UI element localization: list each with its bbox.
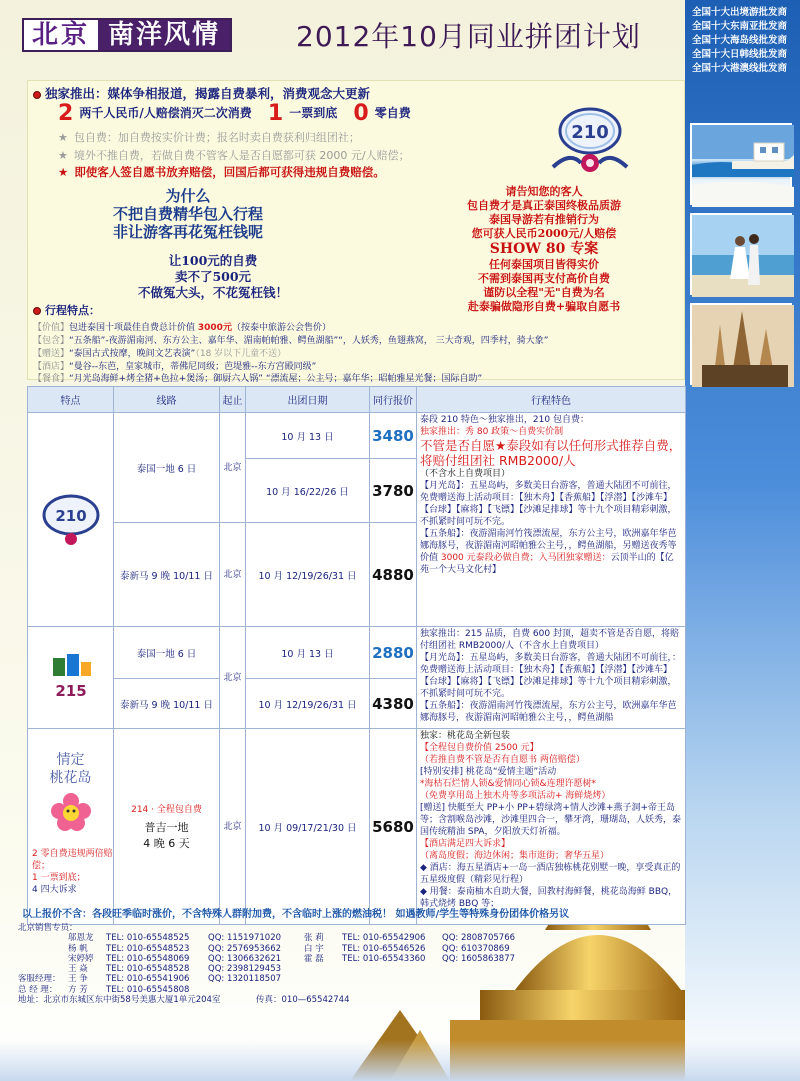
table-header-row <box>28 387 686 413</box>
badge-215-icon <box>45 650 97 702</box>
notes: 2 零自费违规两倍赔偿； 1 一票到底； 4 四大诉求 <box>32 849 113 895</box>
route-cell: 泰新马 9 晚 10/11 日 <box>114 679 220 729</box>
big-number: 0 <box>353 101 369 126</box>
star-icon: ★ <box>58 131 68 144</box>
exclusive-line: 独家推出：媒体争相报道，揭露自费暴利，消费观念大更新 <box>33 84 370 102</box>
page-title: 2012年10月同业拼团计划 <box>296 20 641 53</box>
features-title: 行程特点： <box>33 302 100 318</box>
price-cell: 4880 <box>370 523 417 627</box>
compensation-line: ★ 即使客人签自愿书放弃赔偿，回国后都可获得违规自费赔偿。 <box>58 165 385 179</box>
date-cell: 10 月 09/17/21/30 日 <box>246 729 370 925</box>
bullet-icon <box>33 307 41 315</box>
temple-photo <box>690 303 792 385</box>
route-cell: 泰国一地 6 日 <box>114 627 220 679</box>
date-cell: 10 月 12/19/26/31 日 <box>246 679 370 729</box>
brand-name: 南洋风情 <box>98 20 230 50</box>
itinerary-cell: 独家：桃花岛全新包装 【全程包自费价值 2500 元】 （若推自费不管是否有自愿书 两倍赔偿） [特别安排] 桃花岛“爱情主题”活动 *海枯石烂情人锁&爱情同心锁&连理许愿树* （免费享用岛上独木舟等多项活动+ 海鲜烧烤） [赠送] 快艇至大 PP+小 PP+碧绿湾+情人沙滩+燕子洞+帝王岛等；含割喉岛沙滩，沙滩里四合一，攀牙湾，珊瑚岛，人妖秀，泰国传统精油 SPA，夕阳放天灯祈福。 【酒店满足四大诉求】 （离岛度假；海边休闲；集市逛街；奢华五星） ◆ 酒店：海五星酒店+一岛一酒店独栋桃花别墅一晚，享受真正的五星级度假（精彩见行程） ◆ 用餐：泰南柚木自助大餐，回教村海鲜餐，桃花岛海鲜 BBQ，韩式烧烤 BBQ 等； <box>417 729 686 925</box>
price-note: 以上报价不含：各段旺季临时涨价，不含特殊人群附加费，不含临时上涨的燃油税！ 如遇教师/学生等特殊身份团体价格另议 <box>22 909 570 920</box>
island-title: 桃花岛 <box>49 770 92 786</box>
note-line: ★ 境外不推自费，若做自费不管客人是否自愿都可获 2000 元/人赔偿； <box>58 149 410 162</box>
route-cell: 泰新马 9 晚 10/11 日 <box>114 523 220 627</box>
column-header: 线路 <box>114 387 220 413</box>
departure-cell: 北京 <box>220 729 246 925</box>
flower-icon <box>49 791 93 835</box>
page-header <box>0 0 685 75</box>
couple-photo <box>690 213 792 295</box>
date-cell: 10 月 13 日 <box>246 627 370 679</box>
table-row <box>28 627 686 679</box>
badge-210-icon <box>545 101 635 181</box>
note-line: ★ 包自费：加自费按实价计费；报名时卖自费获利归组团社； <box>58 131 360 144</box>
feature-row: 【赠送】“泰国古式按摩，晚间文艺表演”（18 岁以下儿童不送） <box>33 349 287 359</box>
big-number: 1 <box>267 101 284 126</box>
big-numbers-line: 2 两千人民币/人赔偿消灭二次消费 1 一票到底 0 零自费 <box>58 101 411 126</box>
departure-cell: 北京 <box>220 523 246 627</box>
star-icon: ★ <box>58 165 69 179</box>
bottom-band <box>0 1040 800 1081</box>
price-cell: 3480 <box>370 413 417 459</box>
star-icon: ★ <box>58 149 68 162</box>
table-row <box>28 729 686 925</box>
brand-logo <box>22 18 232 52</box>
price-cell: 5680 <box>370 729 417 925</box>
column-header: 同行报价 <box>370 387 417 413</box>
route-cell: 泰国一地 6 日 <box>114 413 220 523</box>
award-item: 全国十大港澳线批发商 <box>692 63 788 74</box>
badge-210-icon <box>38 489 104 547</box>
table-row <box>28 413 686 459</box>
badge-number: 210 <box>571 122 609 143</box>
promo-box <box>27 80 685 384</box>
award-item: 全国十大海岛线批发商 <box>692 35 788 46</box>
itinerary-cell: 独家推出：215 品质，自费 600 封顶，超卖不管是否自愿，将赔付组团社 RMB2000/人（不含水上自费项目） 【月光岛】：五星岛屿，多数美日台游客，普通大陆团不可前往，：免费赠送海上活动项目：【独木舟】【香蕉船】【浮潜】【沙滩车】【台球】【麻将】【飞镖】【沙滩足排球】等十九个项目精彩刺激，不抓紧时间可玩不完。 【五条船】：夜游湄南河竹筏漂流屋，东方公主号，欧洲嘉年华芭娜海豚号，夜游湄南河昭帕雅公主号，，鳄鱼湖船 <box>417 627 686 729</box>
big-number: 2 <box>58 101 74 126</box>
feature-row: 【价值】包进泰国十项最佳自费总计价值 3000元（按泰中旅游公会售价） <box>33 323 331 333</box>
badge-cell <box>28 413 114 627</box>
award-item: 全国十大东南亚批发商 <box>692 21 788 32</box>
award-sidebar <box>685 0 800 1081</box>
date-cell: 10 月 12/19/26/31 日 <box>246 523 370 627</box>
date-cell: 10 月 13 日 <box>246 413 370 459</box>
flyer-page: 全国十大出境游批发商 全国十大东南亚批发商 全国十大海岛线批发商 全国十大日韩线批发商 全国十大港澳线批发商 北京 南洋风情 2012年10月同业拼团计划 独家推出：媒体争相报道，揭露自费暴利，消费观念大更新 2 两千人民币/人赔偿消灭二次消费 1 一票到底 0 零自费 ★ 包自费：加自费按实价计费；报名时卖自费获利归组团社； ★ 境外不推自费，若做自费不管客人是否自愿都可获 2000 元/人赔偿； ★ 即使客人签自愿书放弃赔偿，回国后都可获得违规自费赔偿。 210 为什么 不把自费精华包入行程 非让游客再花冤枉钱呢 让100元的自费 卖不了500元 不做冤大头，不花冤枉钱！ 请告知您的客人 包自费才是真正泰国终极品质游 泰国导游若有推销行为 您可获人民币2000元/人赔偿 SHOW 80 专案 任何泰国项目皆得实价 不需到泰国再支付高价自费 谨防以全程"无"自费为名 赴泰骗做隐形自费+骗取自愿书 行程特点： 【价值】包进泰国十项最佳自费总计价值 3000元（按泰中旅游公会售价） 【包含】“五条船”-夜游湄南河、东方公主、嘉年华、湄南帕帕雅、鳄鱼湖船”“，人妖秀，鱼翅燕窝， 三大奇观，四季村，骑大象” 【赠送】“泰国古式按摩，晚间文艺表演”（18 岁以下儿童不送） 【酒店】“曼谷--东芭，皇家城市，蒂佛尼同级；芭堤雅--东方宫殿同级” 【餐食】“月光岛海鲜+烤全猪+色拉+煲汤；御厨六人锅” “漂流屋；公主号；嘉年华；昭帕雅星光餐；国际自助” 特点 线路 起止 出团日期 同行报价 行程特色 210 泰国一地 6 日 北京 10 月 13 日 3480 泰段 210 特色～独家推出，210 包自费： 独家推出：秀 80 政策～自费实价制 不管是否自愿★泰段如有以任何形式推荐自费，将赔付组团社 RMB2000/人 （不含水上自费项目） 【月光岛】：五星岛屿，多数美日台游客，普通大陆团不可前往，免费赠送海上活动项目：【独木舟】【香蕉船】【浮潜】【沙滩车】【台球】【麻将】【飞镖】【沙滩足排球】等十九个项目精彩刺激，不抓紧时间可玩不完。 【五条船】：夜游湄南河竹筏漂流屋，东方公主号，欧洲嘉年华芭娜海豚号，夜游湄南河昭帕雅公主号，，鳄鱼湖船，另赠送夜秀等价值 3000 元泰段必做自费；入马团独家赠送：云顶半山的【亿苑一个大马文化村】 10 月 16/22/26 日 3780 泰新马 9 晚 10/11 日 北京 10 月 12/19/26/31 日 4880 215 泰国一地 6 日 北京 10 月 13 日 2880 独家推出：215 品质，自费 600 封顶，超卖不管是否自愿，将赔付组团社 RMB2000/人（不含水上自费项目） 【月光岛】：五星岛屿，多数美日台游客，普通大陆团不可前往，：免费赠送海上活动项目：【独木舟】【香蕉船】【浮潜】【沙滩车】【台球】【麻将】【飞镖】【沙滩足排球】等十九个项目精彩刺激，不抓紧时间可玩不完。 【五条船】：夜游湄南河竹筏漂流屋，东方公主号，欧洲嘉年华芭娜海豚号，夜游湄南河昭帕雅公主号，，鳄鱼湖船 泰新马 9 晚 10/11 日 10 月 12/19/26/31 日 4380 情定 桃花岛 2 零自费违规两倍赔偿； 1 一票到底； 4 四大诉求 214 · 全程包自费 普吉一地 4 晚 6 天 北京 10 月 09/17/21/30 日 5680 独家：桃花岛全新包装 【全程包自费价值 2500 元】 （若推自费不管是否有自愿书 两倍赔偿） [特别安排] 桃花岛“爱情主题”活动 *海枯石烂情人锁&爱情同心锁&连理许愿树* （免费享用岛上独木舟等多项活动+ 海鲜烧烤） [赠送] 快艇至大 PP+小 PP+碧绿湾+情人沙滩+燕子洞+帝王岛等；含割喉岛沙滩，沙滩里四合一，攀牙湾，珊瑚岛，人妖秀，泰国传统精油 SPA，夕阳放天灯祈福。 【酒店满足四大诉求】 （离岛度假；海边休闲；集市逛街；奢华五星） ◆ 酒店：海五星酒店+一岛一酒店独栋桃花别墅一晚，享受真正的五星级度假（精彩见行程） ◆ 用餐：泰南柚木自助大餐，回教村海鲜餐，桃花岛海鲜 BBQ，韩式烧烤 BBQ 等； 以上报价不含：各段旺季临时涨价，不含特殊人群附加费，不含临时上涨的燃油税！ 如遇教师/学生等特殊身份团体价格另议 北京销售专员： 邬恩龙 TEL: 010-65548525 QQ: 1151971020 张 莉 TEL: 010-65542906 QQ: 2808705766 杨 帆 TEL: 010-65548523 QQ: 2576953662 白 宇 TEL: 010-65546526 QQ: 610370869 宋婷婷 TEL: 010-65548069 QQ: 1306632621 霍 磊 TEL: 010-65543360 QQ: 1605863877 王 焱 TEL: 010-65548528 QQ: 2398129453 客服经理： 王 争 TEL: 010-65541906 QQ: 1320118507 总 经 理： 方 芳 TEL: 010-65545808 地址：北京市东城区东中街58号美惠大厦1单元204室 传真：010—65542744 <box>0 0 800 1081</box>
itinerary-cell: 泰段 210 特色～独家推出，210 包自费： 独家推出：秀 80 政策～自费实价制 不管是否自愿★泰段如有以任何形式推荐自费，将赔付组团社 RMB2000/人 （不含水上自费项目） 【月光岛】：五星岛屿，多数美日台游客，普通大陆团不可前往，免费赠送海上活动项目：【独木舟】【香蕉船】【浮潜】【沙滩车】【台球】【麻将】【飞镖】【沙滩足排球】等十九个项目精彩刺激，不抓紧时间可玩不完。 【五条船】：夜游湄南河竹筏漂流屋，东方公主号，欧洲嘉年华芭娜海豚号，夜游湄南河昭帕雅公主号，，鳄鱼湖船，另赠送夜秀等价值 3000 元泰段必做自费；入马团独家赠送：云顶半山的【亿苑一个大马文化村】 <box>417 413 686 627</box>
badge-number: 210 <box>54 507 87 525</box>
why-slogan: 为什么 不把自费精华包入行程 非让游客再花冤枉钱呢 <box>112 187 263 241</box>
award-item: 全国十大出境游批发商 <box>692 7 788 18</box>
badge-number: 215 <box>54 682 87 700</box>
bullet-icon <box>33 91 41 99</box>
departure-cell: 北京 <box>220 627 246 729</box>
brand-city: 北京 <box>24 20 98 50</box>
award-item: 全国十大日韩线批发商 <box>692 49 788 60</box>
feature-row: 【酒店】“曼谷--东芭，皇家城市，蒂佛尼同级；芭堤雅--东方宫殿同级” <box>33 362 317 372</box>
feature-cell <box>28 729 114 925</box>
tour-table <box>27 386 686 925</box>
warning-block: 请告知您的客人 包自费才是真正泰国终极品质游 泰国导游若有推销行为 您可获人民币2000元/人赔偿 SHOW 80 专案 任何泰国项目皆得实价 不需到泰国再支付高价自费 谨防以全程"无"自费为名 赴泰骗做隐形自费+骗取自愿书 <box>408 185 680 314</box>
price-cell: 3780 <box>370 459 417 523</box>
resort-photo <box>690 123 792 205</box>
date-cell: 10 月 16/22/26 日 <box>246 459 370 523</box>
feature-row: 【包含】“五条船”-夜游湄南河、东方公主、嘉年华、湄南帕帕雅、鳄鱼湖船”“，人妖秀，鱼翅燕窝， 三大奇观，四季村，骑大象” <box>33 336 549 346</box>
price-slogan: 让100元的自费 卖不了500元 不做冤大头，不花冤枉钱！ <box>137 253 288 300</box>
column-header: 行程特色 <box>417 387 686 413</box>
badge-cell <box>28 627 114 729</box>
price-cell: 2880 <box>370 627 417 679</box>
price-cell: 4380 <box>370 679 417 729</box>
heart-title: 情定 <box>56 752 85 768</box>
show-80-title: SHOW 80 专案 <box>489 241 599 257</box>
column-header: 起止 <box>220 387 246 413</box>
route-cell: 214 · 全程包自费 普吉一地 4 晚 6 天 <box>114 729 220 925</box>
departure-cell: 北京 <box>220 413 246 523</box>
column-header: 出团日期 <box>246 387 370 413</box>
feature-row: 【餐食】“月光岛海鲜+烤全猪+色拉+煲汤；御厨六人锅” “漂流屋；公主号；嘉年华；昭帕雅星光餐；国际自助” <box>33 374 483 384</box>
column-header: 特点 <box>28 387 114 413</box>
